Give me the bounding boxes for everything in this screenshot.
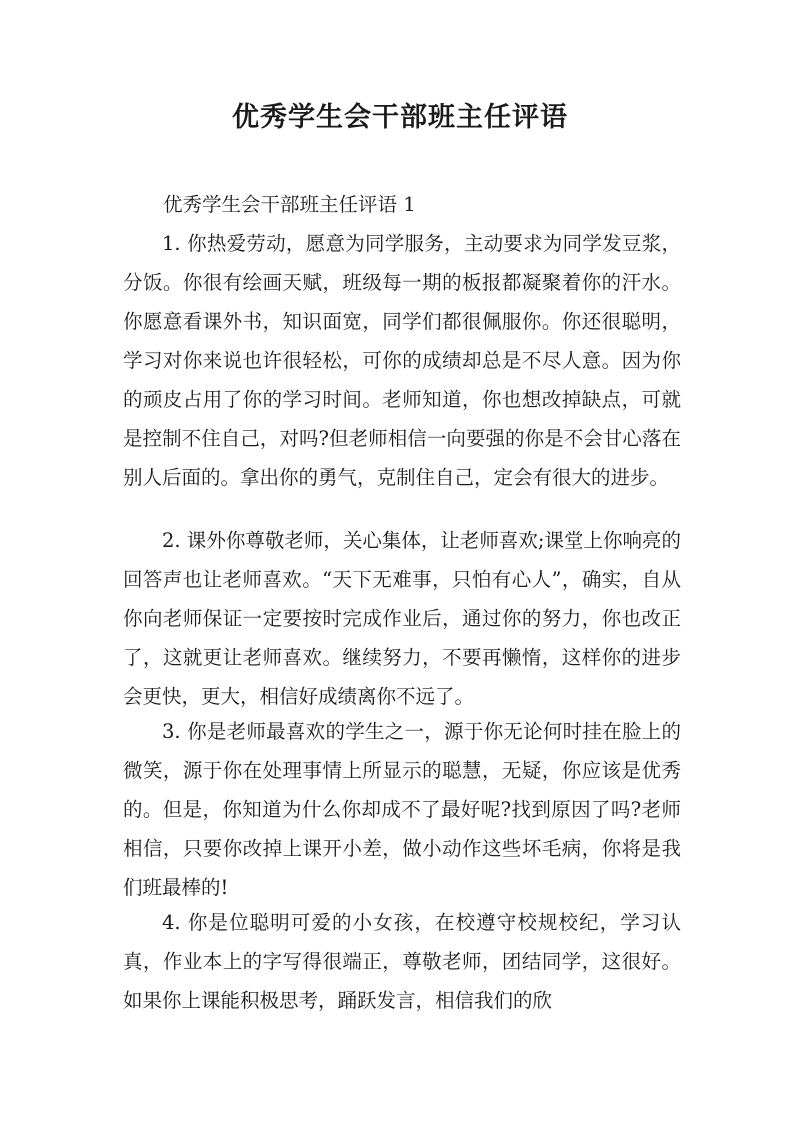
- section-heading: 优秀学生会干部班主任评语 1: [163, 193, 416, 216]
- paragraph-1: 1. 你热爱劳动，愿意为同学服务，主动要求为同学发豆浆，分饭。你很有绘画天赋，班级每一期的板报都凝聚着你的汗水。你愿意看课外书，知识面宽，同学们都很佩服你。你还很聪明，学习对你来说也许很轻松，可你的成绩却总是不尽人意。因为你的顽皮占用了你的学习时间。老师知道，你也想改掉缺点，可就是控制不住自己，对吗?但老师相信一向要强的你是不会甘心落在别人后面的。拿出你的勇气，克制住自己，定会有很大的进步。: [123, 232, 681, 489]
- paragraph-2: 2. 课外你尊敬老师，关心集体，让老师喜欢;课堂上你响亮的回答声也让老师喜欢。“天下无难事，只怕有心人”，确实，自从你向老师保证一定要按时完成作业后，通过你的努力，你也改正了，这就更让老师喜欢。继续努力，不要再懒惰，这样你的进步会更快，更大，相信好成绩离你不远了。: [123, 529, 681, 708]
- paragraph-4: 4. 你是位聪明可爱的小女孩，在校遵守校规校纪，学习认真，作业本上的字写得很端正，尊敬老师，团结同学，这很好。如果你上课能积极思考，踊跃发言，相信我们的欣: [123, 911, 681, 1012]
- paragraph-3: 3. 你是老师最喜欢的学生之一，源于你无论何时挂在脸上的微笑，源于你在处理事情上所显示的聪慧，无疑，你应该是优秀的。但是，你知道为什么你却成不了最好呢?找到原因了吗?老师相信，只要你改掉上课开小差，做小动作这些坏毛病，你将是我们班最棒的!: [123, 720, 681, 899]
- document-title: 优秀学生会干部班主任评语: [232, 102, 568, 133]
